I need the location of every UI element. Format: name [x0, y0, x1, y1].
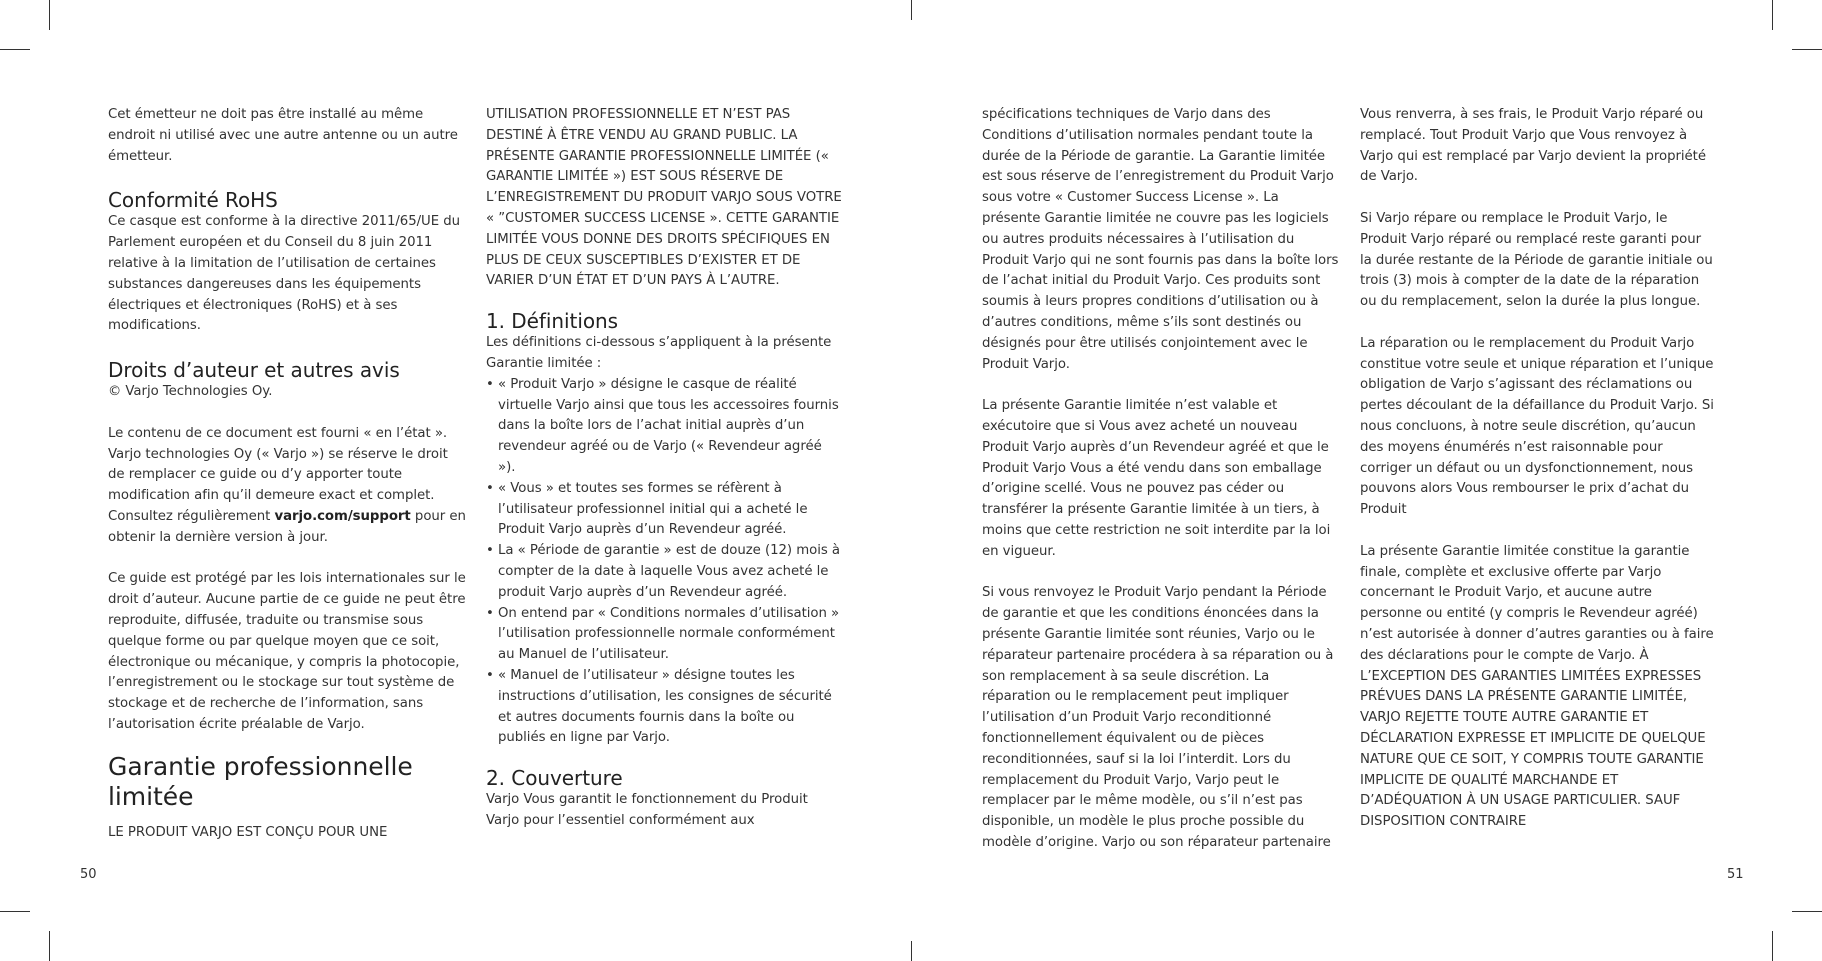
caps-paragraph: UTILISATION PROFESSIONNELLE ET N’EST PAS DESTINÉ À ÊTRE VENDU AU GRAND PUBLIC. LA PRÉSENTE GARANTIE PROFESSIONNELLE LIMITÉE (« GARANTIE LIMITÉE ») EST SOUS RÉSERVE DE L’ENREGISTREMENT DU PRODUIT VARJO SOUS VOTRE « ”CUSTOMER SUCCESS LICENSE ». CETTE GARANTIE LIMITÉE VOUS DONNE DES DROITS SPÉCIFIQUES EN PLUS DE CEUX SUSCEPTIBLES D’EXISTER ET DE VARIER D’UN ÉTAT ET D’UN PAYS À L’AUTRE. — [486, 107, 842, 289]
crop-mark — [1792, 911, 1822, 912]
shipping-paragraph: Vous renverra, à ses frais, le Produit Varjo réparé ou remplacé. Tout Produit Varjo que Vous renvoyez à Varjo qui est remplacé par Varjo devient la propriété de Varjo. — [1360, 107, 1706, 185]
content-paragraph — [108, 424, 466, 549]
validity-paragraph: La présente Garantie limitée n’est valable et exécutoire que si Vous avez acheté un nouveau Produit Varjo auprès d’un Revendeur agréé et que le Produit Varjo Vous a été vendu dans son emballage d’origine scellé. Vous ne pouvez pas céder ou transférer la présente Garantie limitée à un tiers, à moins que cette restriction ne soit interdite par la loi en vigueur. — [982, 398, 1331, 559]
coverage-paragraph: Varjo Vous garantit le fonctionnement du Produit Varjo pour l’essentiel conformément aux — [486, 792, 808, 828]
specs-paragraph: spécifications techniques de Varjo dans des Conditions d’utilisation normales pendant toute la durée de la Période de garantie. La Garantie limitée est sous réserve de l’enregistrement du Produit Varjo sous votre « Customer Success License ». La présente Garantie limitée ne couvre pas les logiciels ou autres produits nécessaires à l’utilisation du Produit Varjo qui ne sont fournis pas dans la boîte lors de l’achat initial du Produit Varjo. Ces produits sont soumis à leurs propres conditions d’utilisation ou à d’autres conditions, même s’ils sont destinés ou désignés pour être utilisés conjointement avec le Produit Varjo. — [982, 107, 1339, 372]
protected-paragraph: Ce guide est protégé par les lois internationales sur le droit d’auteur. Aucune partie de ce guide ne peut être reproduite, diffusée, traduite ou transmise sous quelque forme ou par quelque moyen que ce soit, électronique ou mécanique, y compris la photocopie, l’enregistrement ou le stockage sur tout système de stockage et de recherche de l’information, sans l’autorisation écrite préalable de Varjo. — [108, 571, 466, 732]
copyright-heading: Droits d’auteur et autres avis — [108, 358, 400, 383]
column-2 — [486, 105, 842, 832]
definition-item: • La « Période de garantie » est de douze (12) mois à compter de la date à laquelle Vous avez acheté le produit Varjo auprès d’un Revendeur agréé. — [486, 541, 842, 603]
final-warranty-paragraph: La présente Garantie limitée constitue la garantie finale, complète et exclusive offerte par Varjo concernant le Produit Varjo, et aucune autre personne ou entité (y compris le Revendeur agréé) n’est autorisée à donner d’autres garanties ou à faire des déclarations pour le compte de Varjo. À L’EXCEPTION DES GARANTIES LIMITÉES EXPRESSES PRÉVUES DANS LA PRÉSENTE GARANTIE LIMITÉE, VARJO REJETTE TOUTE AUTRE GARANTIE ET DÉCLARATION EXPRESSE ET IMPLICITE DE QUELQUE NATURE QUE CE SOIT, Y COMPRIS TOUTE GARANTIE IMPLICITE DE QUALITÉ MARCHANDE ET D’ADÉQUATION À UN USAGE PARTICULIER. SAUF DISPOSITION CONTRAIRE — [1360, 543, 1714, 830]
column-1 — [108, 105, 466, 844]
return-paragraph: Si vous renvoyez le Produit Varjo pendant la Période de garantie et que les conditions énoncées dans la présente Garantie limitée sont réunies, Varjo ou le réparateur partenaire procédera à sa réparation ou à son remplacement à sa seule discrétion. La réparation ou le remplacement peut impliquer l’utilisation d’un Produit Varjo reconditionné fonctionnellement équivalent ou de pièces reconditionnées, sauf si la loi l’interdit. Lors du remplacement du Produit Varjo, Varjo peut le remplacer par le même modèle, ou s’il n’est pas disponible, un modèle le plus proche possible du modèle d’origine. Varjo ou son réparateur partenaire — [982, 585, 1334, 850]
definition-item: • « Vous » et toutes ses formes se réfèrent à l’utilisateur professionnel initial qui a acheté le Produit Varjo auprès d’un Revendeur agréé. — [486, 479, 842, 541]
crop-mark — [0, 911, 30, 912]
rohs-paragraph: Ce casque est conforme à la directive 2011/65/UE du Parlement européen et du Conseil du 8 juin 2011 relative à la limitation de l’utilisation de certaines substances dangereuses dans les équipements électriques et électroniques (RoHS) et à ses modifications. — [108, 214, 461, 334]
definition-item: • On entend par « Conditions normales d’utilisation » l’utilisation professionnelle normale conformément au Manuel de l’utilisateur. — [486, 604, 842, 666]
copyright-line: © Varjo Technologies Oy. — [108, 384, 273, 400]
crop-mark — [911, 941, 912, 961]
content-text-before: Le contenu de ce document est fourni « en l’état ». Varjo technologies Oy (« Varjo ») se réserve le droit de remplacer ce guide ou d’y apporter toute modification afin qu’il demeure exact et complet. Consultez régulièrement — [108, 425, 448, 524]
definitions-intro: Les définitions ci-dessous s’appliquent à la présente Garantie limitée : — [486, 335, 832, 371]
crop-mark — [0, 49, 30, 50]
crop-mark — [1792, 49, 1822, 50]
sole-remedy-paragraph: La réparation ou le remplacement du Produit Varjo constitue votre seule et unique réparation et l’unique obligation de Varjo s’agissant des réclamations ou pertes découlant de la défaillance du Produit Varjo. Si nous concluons, à notre seule discrétion, qu’aucun des moyens énumérés n’est raisonnable pour corriger un défaut ou un dysfonctionnement, nous pouvons alors Vous rembourser le prix d’achat du Produit — [1360, 335, 1714, 518]
column-4 — [1360, 105, 1716, 833]
support-link[interactable]: varjo.com/support — [274, 508, 411, 524]
coverage-heading: 2. Couverture — [486, 766, 623, 791]
definitions-list — [486, 375, 842, 749]
crop-mark — [911, 0, 912, 20]
warranty-heading: Garantie professionnelle limitée — [108, 751, 413, 811]
crop-mark — [49, 931, 50, 961]
warranty-start: LE PRODUIT VARJO EST CONÇU POUR UNE — [108, 824, 388, 840]
crop-mark — [1772, 0, 1773, 30]
definitions-heading: 1. Définitions — [486, 309, 619, 334]
crop-mark — [1772, 931, 1773, 961]
page-number-right: 51 — [1727, 867, 1744, 882]
rohs-heading: Conformité RoHS — [108, 188, 278, 213]
definition-item: • « Produit Varjo » désigne le casque de réalité virtuelle Varjo ainsi que tous les accessoires fournis dans la boîte lors de l’achat initial auprès d’un revendeur agréé ou de Varjo (« Revendeur agréé »). — [486, 375, 842, 479]
column-3 — [982, 105, 1340, 854]
emitter-paragraph: Cet émetteur ne doit pas être installé au même endroit ni utilisé avec une autre antenne ou un autre émetteur. — [108, 107, 458, 164]
replacement-warranty-paragraph: Si Varjo répare ou remplace le Produit Varjo, le Produit Varjo réparé ou remplacé reste garanti pour la durée restante de la Période de garantie initiale ou trois (3) mois à compter de la date de la réparation ou du remplacement, selon la durée la plus longue. — [1360, 210, 1713, 310]
page-number-left: 50 — [80, 867, 97, 882]
crop-mark — [49, 0, 50, 30]
definition-item: • « Manuel de l’utilisateur » désigne toutes les instructions d’utilisation, les consignes de sécurité et autres documents fournis dans la boîte ou publiés en ligne par Varjo. — [486, 666, 842, 749]
content-text-after: pour en obtenir la dernière version à jour. — [108, 508, 466, 545]
